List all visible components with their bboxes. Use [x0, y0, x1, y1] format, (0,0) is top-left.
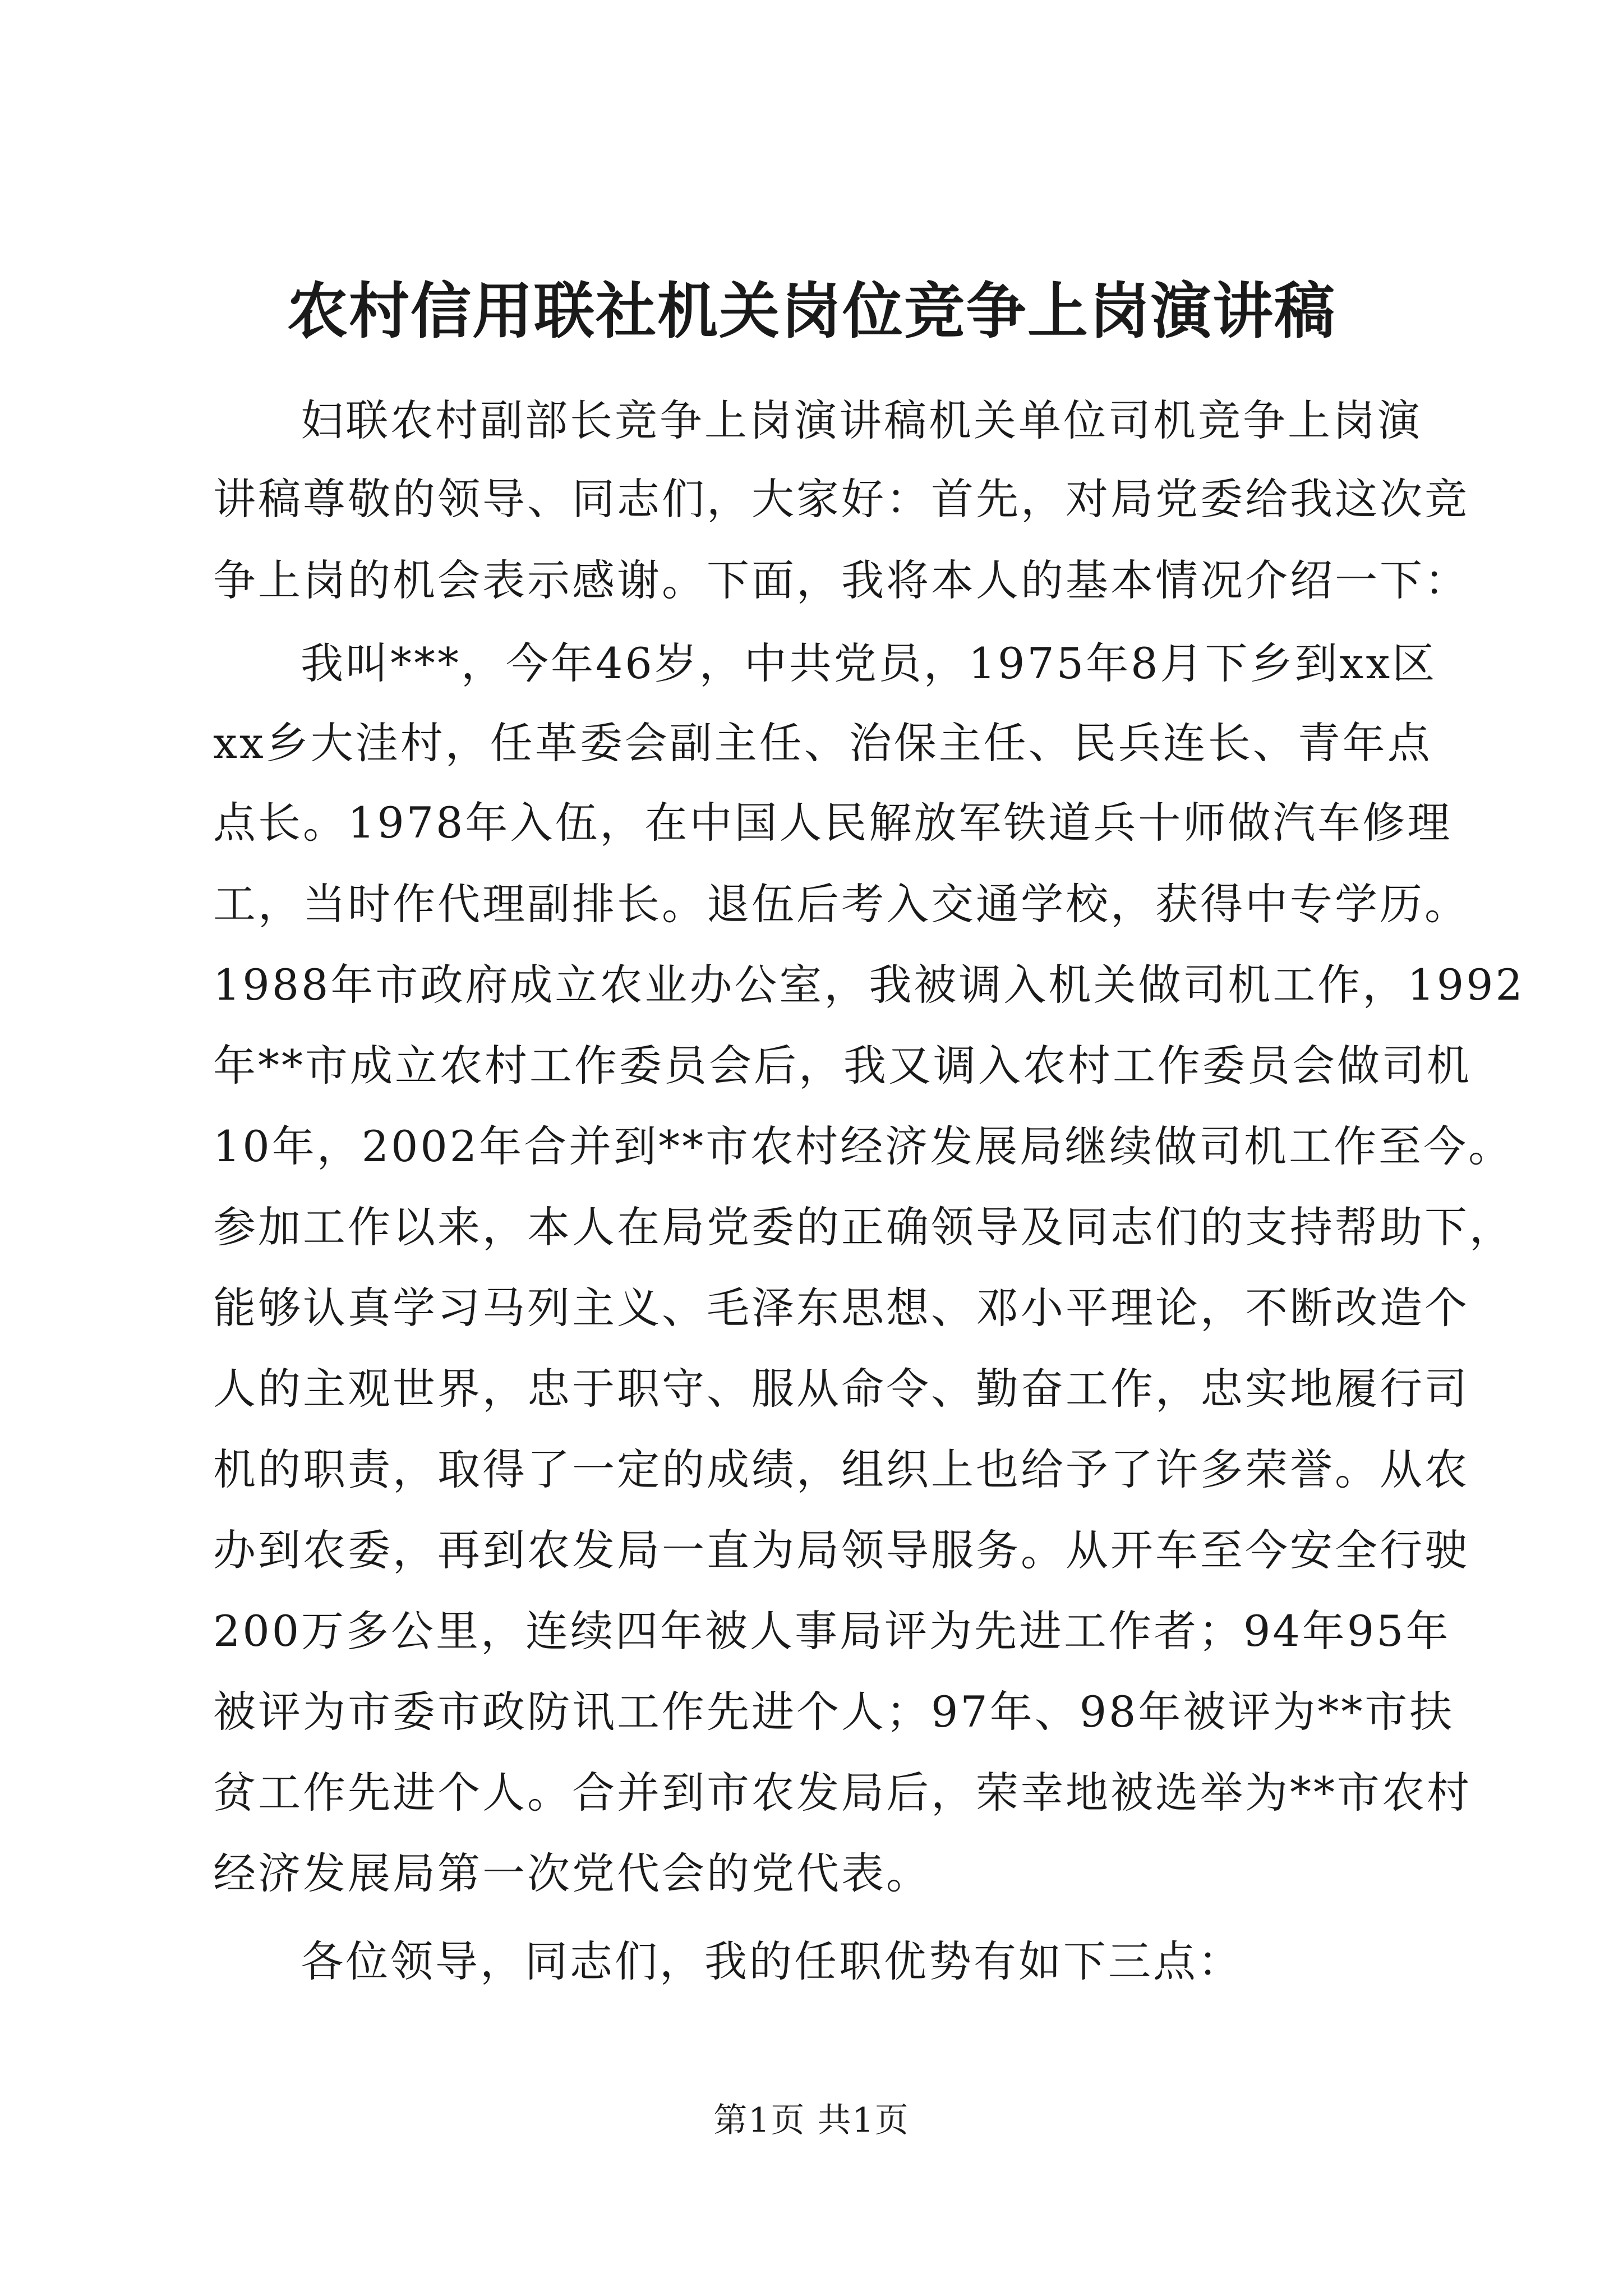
paragraph-1-line-1: 妇联农村副部长竞争上岗演讲稿机关单位司机竞争上岗演: [301, 395, 1422, 445]
paragraph-2-line-12: 办到农委，再到农发局一直为局领导服务。从开车至今安全行驶: [213, 1525, 1469, 1575]
paragraph-2-line-10: 人的主观世界，忠于职守、服从命令、勤奋工作，忠实地履行司: [213, 1364, 1469, 1414]
document-title: 农村信用联社机关岗位竞争上岗演讲稿: [287, 276, 1336, 347]
paragraph-2-line-5: 1988年市政府成立农业办公室，我被调入机关做司机工作，1992: [213, 960, 1525, 1010]
paragraph-2-line-11: 机的职责，取得了一定的成绩，组织上也给予了许多荣誉。从农: [213, 1444, 1469, 1494]
paragraph-2-line-4: 工，当时作代理副排长。退伍后考入交通学校，获得中专学历。: [213, 879, 1469, 929]
paragraph-2-line-16: 经济发展局第一次党代会的党代表。: [213, 1848, 931, 1898]
paragraph-1-line-3: 争上岗的机会表示感谢。下面，我将本人的基本情况介绍一下：: [213, 555, 1469, 605]
paragraph-2-line-9: 能够认真学习马列主义、毛泽东思想、邓小平理论，不断改造个: [213, 1283, 1469, 1333]
paragraph-2-line-3: 点长。1978年入伍，在中国人民解放军铁道兵十师做汽车修理: [213, 798, 1453, 848]
paragraph-2-line-15: 贫工作先进个人。合并到市农发局后，荣幸地被选举为**市农村: [213, 1768, 1472, 1818]
paragraph-2-line-1: 我叫***，今年46岁，中共党员，1975年8月下乡到xx区: [301, 638, 1437, 688]
paragraph-2-line-13: 200万多公里，连续四年被人事局评为先进工作者；94年95年: [213, 1606, 1451, 1656]
page-footer: 第1页 共1页: [713, 2101, 910, 2140]
paragraph-2-line-2: xx乡大洼村，任革委会副主任、治保主任、民兵连长、青年点: [213, 718, 1432, 768]
paragraph-2-line-14: 被评为市委市政防讯工作先进个人；97年、98年被评为**市扶: [213, 1687, 1455, 1737]
paragraph-1-line-2: 讲稿尊敬的领导、同志们，大家好：首先，对局党委给我这次竞: [213, 474, 1469, 524]
paragraph-2-line-8: 参加工作以来，本人在局党委的正确领导及同志们的支持帮助下，: [213, 1202, 1514, 1252]
paragraph-2-line-7: 10年，2002年合并到**市农村经济发展局继续做司机工作至今。: [213, 1121, 1514, 1171]
paragraph-2-line-6: 年**市成立农村工作委员会后，我又调入农村工作委员会做司机: [213, 1041, 1472, 1091]
paragraph-3-line-1: 各位领导，同志们，我的任职优势有如下三点：: [301, 1936, 1243, 1986]
